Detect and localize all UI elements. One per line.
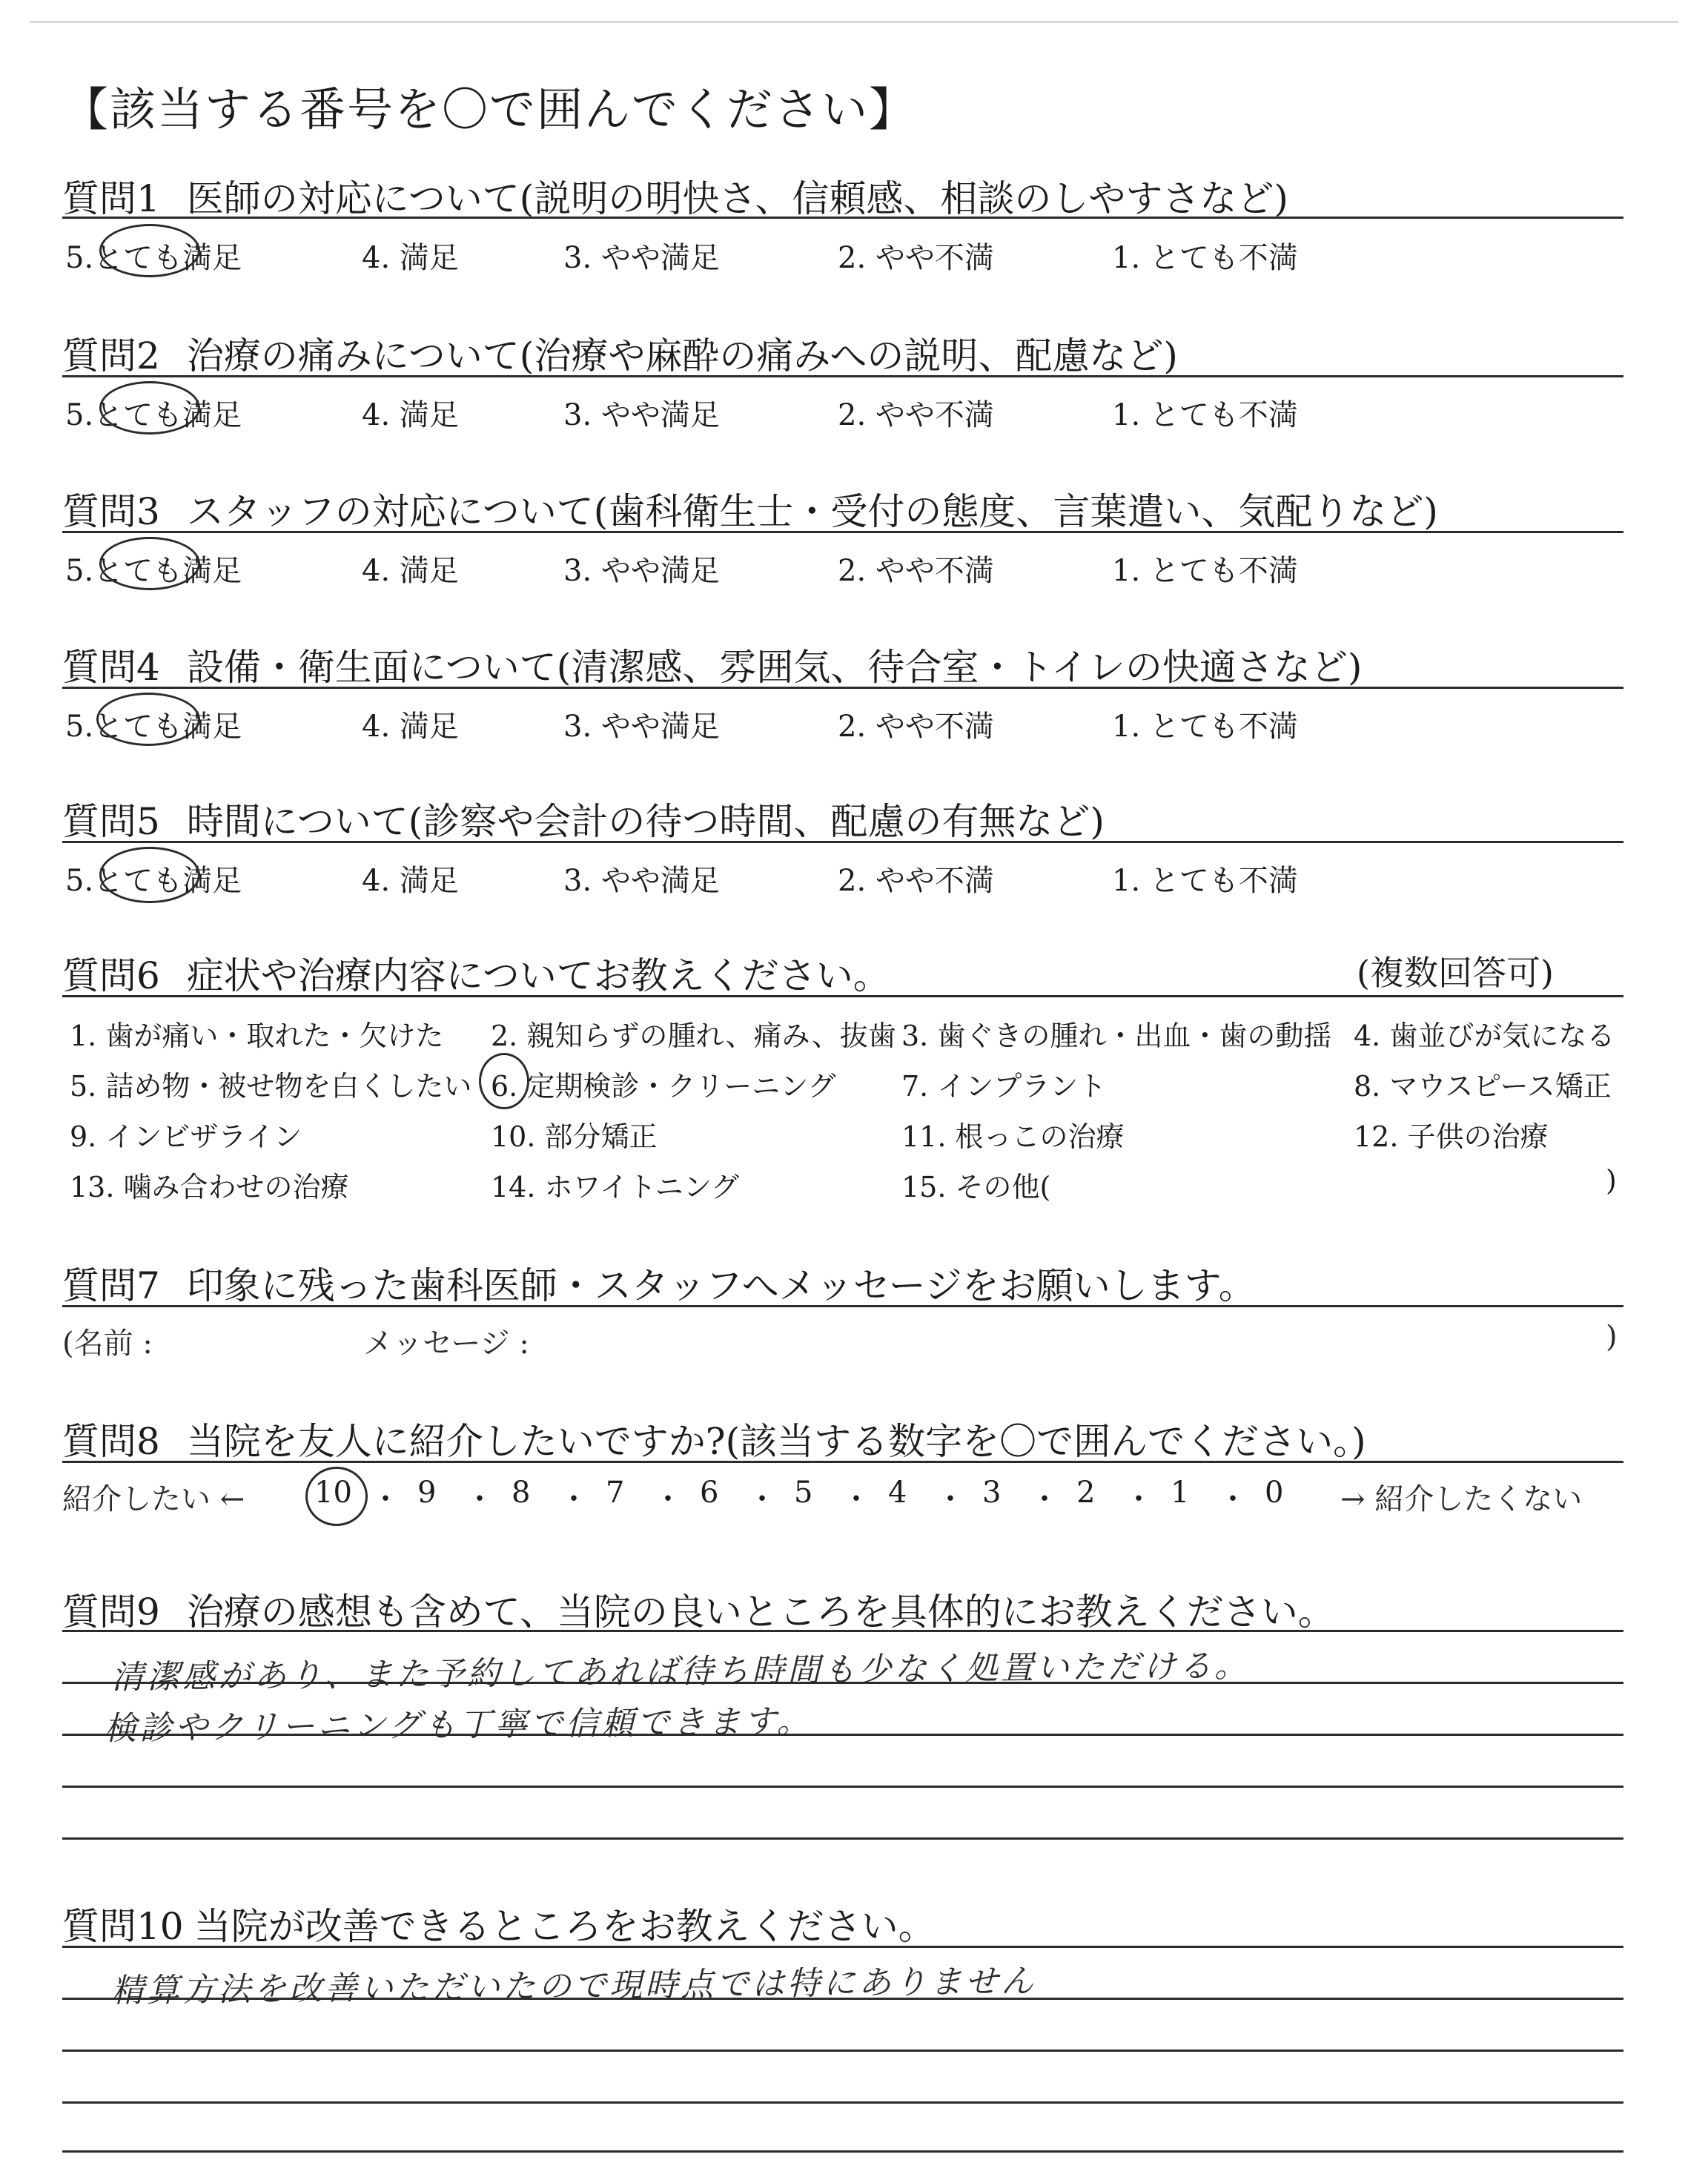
question-2-title bbox=[62, 326, 1178, 380]
q6-option-14[interactable]: 14. ホワイトニング bbox=[491, 1171, 740, 1203]
scale-value-8[interactable]: 8 bbox=[512, 1476, 531, 1510]
q6-option-15[interactable]: 15. その他( bbox=[901, 1171, 1051, 1203]
question-number: 質問3 bbox=[62, 490, 160, 533]
recommend-left-label: 紹介したい ← bbox=[62, 1482, 245, 1516]
scale-separator: ・ bbox=[465, 1482, 494, 1516]
scale-separator: ・ bbox=[1218, 1482, 1248, 1516]
question-8-title bbox=[62, 1412, 1366, 1465]
q1-option-5[interactable]: 5.とても満足 bbox=[65, 241, 242, 275]
question-number: 質問5 bbox=[62, 800, 160, 843]
question-number: 質問10 bbox=[62, 1905, 184, 1948]
name-label: (名前 : bbox=[62, 1327, 153, 1361]
q4-option-2[interactable]: 2. やや不満 bbox=[838, 710, 994, 744]
page-title: 【該当する番号を〇で囲んでください】 bbox=[62, 82, 917, 136]
q5-option-1[interactable]: 1. とても不満 bbox=[1112, 864, 1298, 898]
top-border bbox=[30, 21, 1678, 23]
q3-option-2[interactable]: 2. やや不満 bbox=[838, 554, 994, 588]
scale-value-3[interactable]: 3 bbox=[982, 1476, 1002, 1510]
q9-handwritten-answer-1: 清潔感があり、また予約してあれば待ち時間も少なく処置いただける。 bbox=[110, 1646, 1251, 1697]
question-text: 印象に残った歯科医師・スタッフへメッセージをお願いします。 bbox=[186, 1264, 1256, 1307]
q10-answer-line-3 bbox=[62, 2050, 1623, 2052]
q6-option-5[interactable]: 5. 詰め物・被せ物を白くしたい bbox=[70, 1070, 472, 1103]
question-text: 当院が改善できるところをお教えください。 bbox=[193, 1905, 936, 1948]
question-number: 質問2 bbox=[62, 334, 160, 377]
q8-selection-circle bbox=[305, 1467, 368, 1526]
question-1-title bbox=[62, 169, 1288, 222]
scale-value-5[interactable]: 5 bbox=[794, 1476, 813, 1510]
q6-other-close-paren: ) bbox=[1606, 1164, 1617, 1197]
question-number: 質問4 bbox=[62, 646, 160, 689]
question-7-title bbox=[62, 1256, 1256, 1309]
q1-selection-circle bbox=[99, 224, 200, 277]
question-3-rule bbox=[62, 531, 1623, 533]
q6-option-1[interactable]: 1. 歯が痛い・取れた・欠けた bbox=[70, 1020, 444, 1052]
scale-separator: ・ bbox=[559, 1482, 589, 1516]
q6-option-4[interactable]: 4. 歯並びが気になる bbox=[1354, 1020, 1615, 1052]
q4-selection-circle bbox=[96, 693, 200, 746]
q10-handwritten-answer-1: 精算方法を改善いただいたので現時点では特にありません bbox=[110, 1962, 1037, 2010]
q9-handwritten-answer-2: 検診やクリーニングも丁寧で信頼できます。 bbox=[103, 1702, 812, 1748]
scale-separator: ・ bbox=[841, 1482, 871, 1516]
question-1-rule bbox=[62, 217, 1623, 219]
scale-value-2[interactable]: 2 bbox=[1076, 1476, 1096, 1510]
question-text: 時間について(診察や会計の待つ時間、配慮の有無など) bbox=[186, 800, 1105, 843]
question-text: 医師の対応について(説明の明快さ、信頼感、相談のしやすさなど) bbox=[186, 177, 1288, 220]
q9-answer-line-5 bbox=[62, 1837, 1623, 1840]
scale-value-1[interactable]: 1 bbox=[1171, 1476, 1190, 1510]
question-number: 質問6 bbox=[62, 954, 160, 997]
question-6-rule bbox=[62, 995, 1623, 997]
q2-option-2[interactable]: 2. やや不満 bbox=[838, 398, 994, 432]
scale-value-9[interactable]: 9 bbox=[417, 1476, 437, 1510]
question-text: 当院を友人に紹介したいですか?(該当する数字を〇で囲んでください。) bbox=[186, 1420, 1366, 1463]
scale-separator: ・ bbox=[747, 1482, 777, 1516]
q4-option-4[interactable]: 4. 満足 bbox=[362, 710, 459, 744]
q2-option-4[interactable]: 4. 満足 bbox=[362, 398, 459, 432]
q5-option-4[interactable]: 4. 満足 bbox=[362, 864, 459, 898]
scale-value-10[interactable]: 10 bbox=[314, 1476, 352, 1510]
question-4-rule bbox=[62, 687, 1623, 689]
scale-value-4[interactable]: 4 bbox=[888, 1476, 907, 1510]
scale-value-7[interactable]: 7 bbox=[606, 1476, 625, 1510]
q10-answer-line-5 bbox=[62, 2150, 1623, 2153]
q10-answer-line-1 bbox=[62, 1946, 1623, 1948]
q6-option-8[interactable]: 8. マウスピース矯正 bbox=[1354, 1070, 1612, 1103]
q6-option-13[interactable]: 13. 噛み合わせの治療 bbox=[70, 1171, 349, 1203]
scale-separator: ・ bbox=[936, 1482, 965, 1516]
q5-selection-circle bbox=[99, 847, 200, 903]
question-number: 質問8 bbox=[62, 1420, 160, 1463]
q2-option-5[interactable]: 5.とても満足 bbox=[65, 398, 242, 432]
q10-answer-line-4 bbox=[62, 2101, 1623, 2104]
q1-option-4[interactable]: 4. 満足 bbox=[362, 241, 459, 275]
question-9-title bbox=[62, 1582, 1335, 1636]
message-close-paren: ) bbox=[1606, 1320, 1618, 1354]
scale-value-0[interactable]: 0 bbox=[1265, 1476, 1284, 1510]
question-2-rule bbox=[62, 375, 1623, 377]
question-text: 設備・衛生面について(清潔感、雰囲気、待合室・トイレの快適さなど) bbox=[186, 646, 1363, 689]
question-8-rule bbox=[62, 1461, 1623, 1463]
q1-option-2[interactable]: 2. やや不満 bbox=[838, 241, 994, 275]
q6-option-10[interactable]: 10. 部分矯正 bbox=[491, 1120, 658, 1153]
q6-option-7[interactable]: 7. インプラント bbox=[901, 1070, 1107, 1103]
question-4-title bbox=[62, 638, 1362, 691]
q4-option-1[interactable]: 1. とても不満 bbox=[1112, 710, 1298, 744]
q6-option-9[interactable]: 9. インビザライン bbox=[70, 1120, 302, 1153]
q3-option-5[interactable]: 5.とても満足 bbox=[65, 554, 242, 588]
scale-separator: ・ bbox=[653, 1482, 683, 1516]
q6-option-6[interactable]: 6. 定期検診・クリーニング bbox=[491, 1070, 836, 1103]
q9-answer-line-1 bbox=[62, 1630, 1623, 1632]
q3-option-3[interactable]: 3. やや満足 bbox=[563, 554, 720, 588]
q1-option-1[interactable]: 1. とても不満 bbox=[1112, 241, 1298, 275]
question-text: 治療の感想も含めて、当院の良いところを具体的にお教えください。 bbox=[186, 1591, 1335, 1634]
multiple-answers-note: (複数回答可) bbox=[1357, 953, 1554, 993]
q5-option-2[interactable]: 2. やや不満 bbox=[838, 864, 994, 898]
q1-option-3[interactable]: 3. やや満足 bbox=[563, 241, 720, 275]
q3-option-4[interactable]: 4. 満足 bbox=[362, 554, 459, 588]
q6-selection-circle bbox=[479, 1053, 529, 1109]
q5-option-3[interactable]: 3. やや満足 bbox=[563, 864, 720, 898]
question-text: 治療の痛みについて(治療や麻酔の痛みへの説明、配慮など) bbox=[186, 334, 1178, 377]
question-3-title bbox=[62, 482, 1438, 535]
question-7-rule bbox=[62, 1305, 1623, 1307]
scale-separator: ・ bbox=[1030, 1482, 1059, 1516]
scale-separator: ・ bbox=[371, 1482, 400, 1516]
q6-option-3[interactable]: 3. 歯ぐきの腫れ・出血・歯の動揺 bbox=[901, 1020, 1332, 1052]
question-number: 質問1 bbox=[62, 177, 160, 220]
q4-option-5[interactable]: 5.とても満足 bbox=[65, 710, 242, 744]
q6-option-11[interactable]: 11. 根っこの治療 bbox=[901, 1120, 1125, 1153]
q9-answer-line-4 bbox=[62, 1786, 1623, 1788]
q3-selection-circle bbox=[99, 537, 200, 590]
question-5-rule bbox=[62, 841, 1623, 843]
message-label: メッセージ : bbox=[363, 1327, 529, 1361]
q2-option-1[interactable]: 1. とても不満 bbox=[1112, 398, 1298, 432]
q5-option-5[interactable]: 5.とても満足 bbox=[65, 864, 242, 898]
question-number: 質問7 bbox=[62, 1264, 160, 1307]
q3-option-1[interactable]: 1. とても不満 bbox=[1112, 554, 1298, 588]
q2-option-3[interactable]: 3. やや満足 bbox=[563, 398, 720, 432]
question-6-title bbox=[62, 946, 890, 1000]
question-text: 症状や治療内容についてお教えください。 bbox=[186, 954, 890, 997]
q6-option-2[interactable]: 2. 親知らずの腫れ、痛み、抜歯 bbox=[491, 1020, 896, 1052]
q4-option-3[interactable]: 3. やや満足 bbox=[563, 710, 720, 744]
q2-selection-circle bbox=[99, 381, 200, 435]
scale-separator: ・ bbox=[1124, 1482, 1153, 1516]
q6-option-12[interactable]: 12. 子供の治療 bbox=[1354, 1120, 1549, 1153]
question-5-title bbox=[62, 792, 1105, 845]
scale-value-6[interactable]: 6 bbox=[700, 1476, 719, 1510]
recommend-right-label: → 紹介したくない bbox=[1340, 1482, 1583, 1516]
question-number: 質問9 bbox=[62, 1591, 160, 1634]
question-10-title bbox=[62, 1897, 936, 1950]
question-text: スタッフの対応について(歯科衛生士・受付の態度、言葉遣い、気配りなど) bbox=[186, 490, 1438, 533]
